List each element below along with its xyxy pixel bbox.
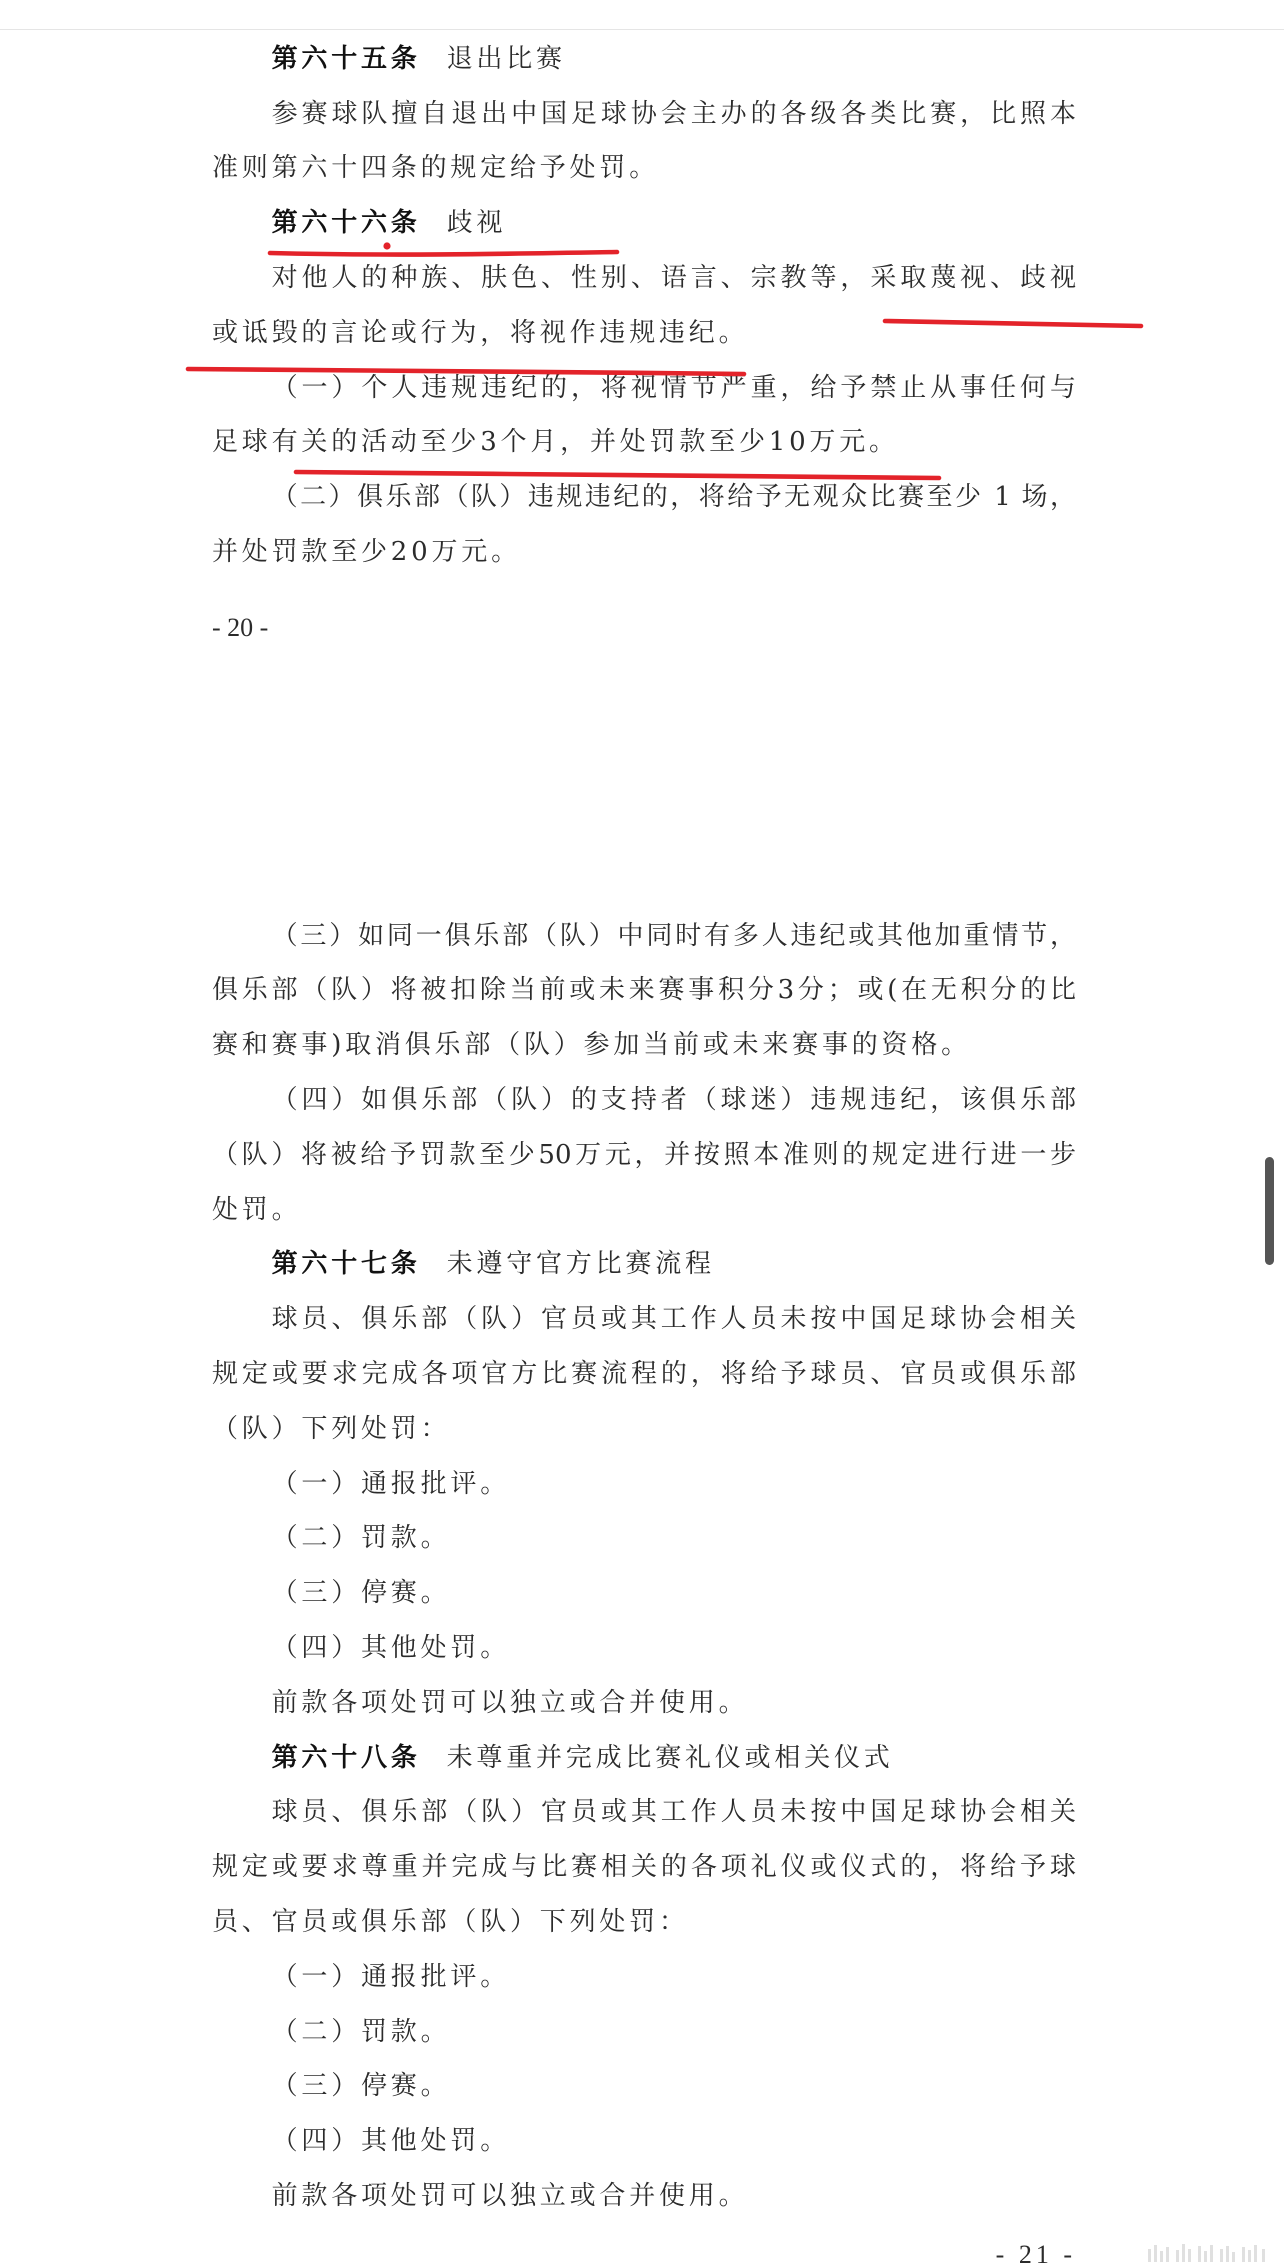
text-line: 员、官员或俱乐部（队）下列处罚： bbox=[212, 1906, 689, 1937]
page-20-content bbox=[212, 32, 1076, 580]
text-line: 前款各项处罚可以独立或合并使用。 bbox=[271, 1687, 749, 1718]
text-line: 前款各项处罚可以独立或合并使用。 bbox=[271, 2180, 749, 2211]
text-line: 参赛球队擅自退出中国足球协会主办的各级各类比赛，比照本 bbox=[271, 98, 1076, 129]
text-line: （队）下列处罚： bbox=[212, 1413, 451, 1444]
page-number: - 20 - bbox=[212, 613, 269, 642]
watermark bbox=[1146, 2240, 1270, 2264]
text-line: 并处罚款至少20万元。 bbox=[212, 536, 521, 567]
text-line: 足球有关的活动至少3个月，并处罚款至少10万元。 bbox=[212, 427, 899, 458]
text-line: 处罚。 bbox=[212, 1194, 302, 1225]
viewer-top-bar bbox=[0, 0, 1284, 30]
text-line: （队）将被给予罚款至少50万元，并按照本准则的规定进行进一步 bbox=[212, 1139, 1076, 1170]
article-heading bbox=[212, 1731, 1076, 1786]
article-number: 第六十五条 bbox=[271, 43, 421, 74]
text-line: 或诋毁的言论或行为，将视作违规违纪。 bbox=[212, 317, 749, 348]
text-line: （四）如俱乐部（队）的支持者（球迷）违规违纪，该俱乐部 bbox=[271, 1084, 1076, 1115]
article-title: 未遵守官方比赛流程 bbox=[446, 1249, 715, 1280]
text-line: 准则第六十四条的规定给予处罚。 bbox=[212, 153, 660, 184]
text-line: 赛和赛事)取消俱乐部（队）参加当前或未来赛事的资格。 bbox=[212, 1030, 971, 1061]
vertical-scrollbar[interactable] bbox=[1262, 30, 1278, 2265]
text-line: （三）如同一俱乐部（队）中同时有多人违纪或其他加重情节， bbox=[271, 920, 1076, 951]
list-item: （一）通报批评。 bbox=[271, 1468, 510, 1499]
text-line: 规定或要求尊重并完成与比赛相关的各项礼仪或仪式的，将给予球 bbox=[212, 1852, 1076, 1883]
text-line: 俱乐部（队）将被扣除当前或未来赛事积分3分；或(在无积分的比 bbox=[212, 975, 1076, 1006]
list-item: （四）其他处罚。 bbox=[271, 2126, 510, 2157]
list-item: （二）罚款。 bbox=[271, 1523, 451, 1554]
text-line: 球员、俱乐部（队）官员或其工作人员未按中国足球协会相关 bbox=[271, 1797, 1076, 1828]
article-number: 第六十六条 bbox=[271, 208, 421, 239]
article-number: 第六十八条 bbox=[271, 1742, 421, 1773]
list-item: （三）停赛。 bbox=[271, 1578, 451, 1609]
article-number: 第六十七条 bbox=[271, 1249, 421, 1280]
article-title: 退出比赛 bbox=[446, 43, 566, 74]
text-line: 对他人的种族、肤色、性别、语言、宗教等，采取蔑视、歧视 bbox=[271, 262, 1076, 293]
list-item: （三）停赛。 bbox=[271, 2071, 451, 2102]
page-21-content bbox=[212, 909, 1076, 2224]
article-heading bbox=[212, 196, 1076, 251]
article-heading bbox=[212, 1237, 1076, 1292]
list-item: （四）其他处罚。 bbox=[271, 1632, 510, 1663]
article-title: 未尊重并完成比赛礼仪或相关仪式 bbox=[446, 1742, 894, 1773]
text-line: （一）个人违规违纪的，将视情节严重，给予禁止从事任何与 bbox=[271, 372, 1076, 403]
list-item: （一）通报批评。 bbox=[271, 1961, 510, 1992]
article-title: 歧视 bbox=[446, 208, 507, 239]
text-line: （二）俱乐部（队）违规违纪的，将给予无观众比赛至少 1 场， bbox=[271, 482, 1076, 513]
article-heading bbox=[212, 32, 1076, 87]
page-number: - 21 - bbox=[995, 2240, 1076, 2265]
scrollbar-thumb[interactable] bbox=[1265, 1157, 1274, 1265]
text-line: 球员、俱乐部（队）官员或其工作人员未按中国足球协会相关 bbox=[271, 1304, 1076, 1335]
text-line: 规定或要求完成各项官方比赛流程的，将给予球员、官员或俱乐部 bbox=[212, 1358, 1076, 1389]
list-item: （二）罚款。 bbox=[271, 2016, 451, 2047]
